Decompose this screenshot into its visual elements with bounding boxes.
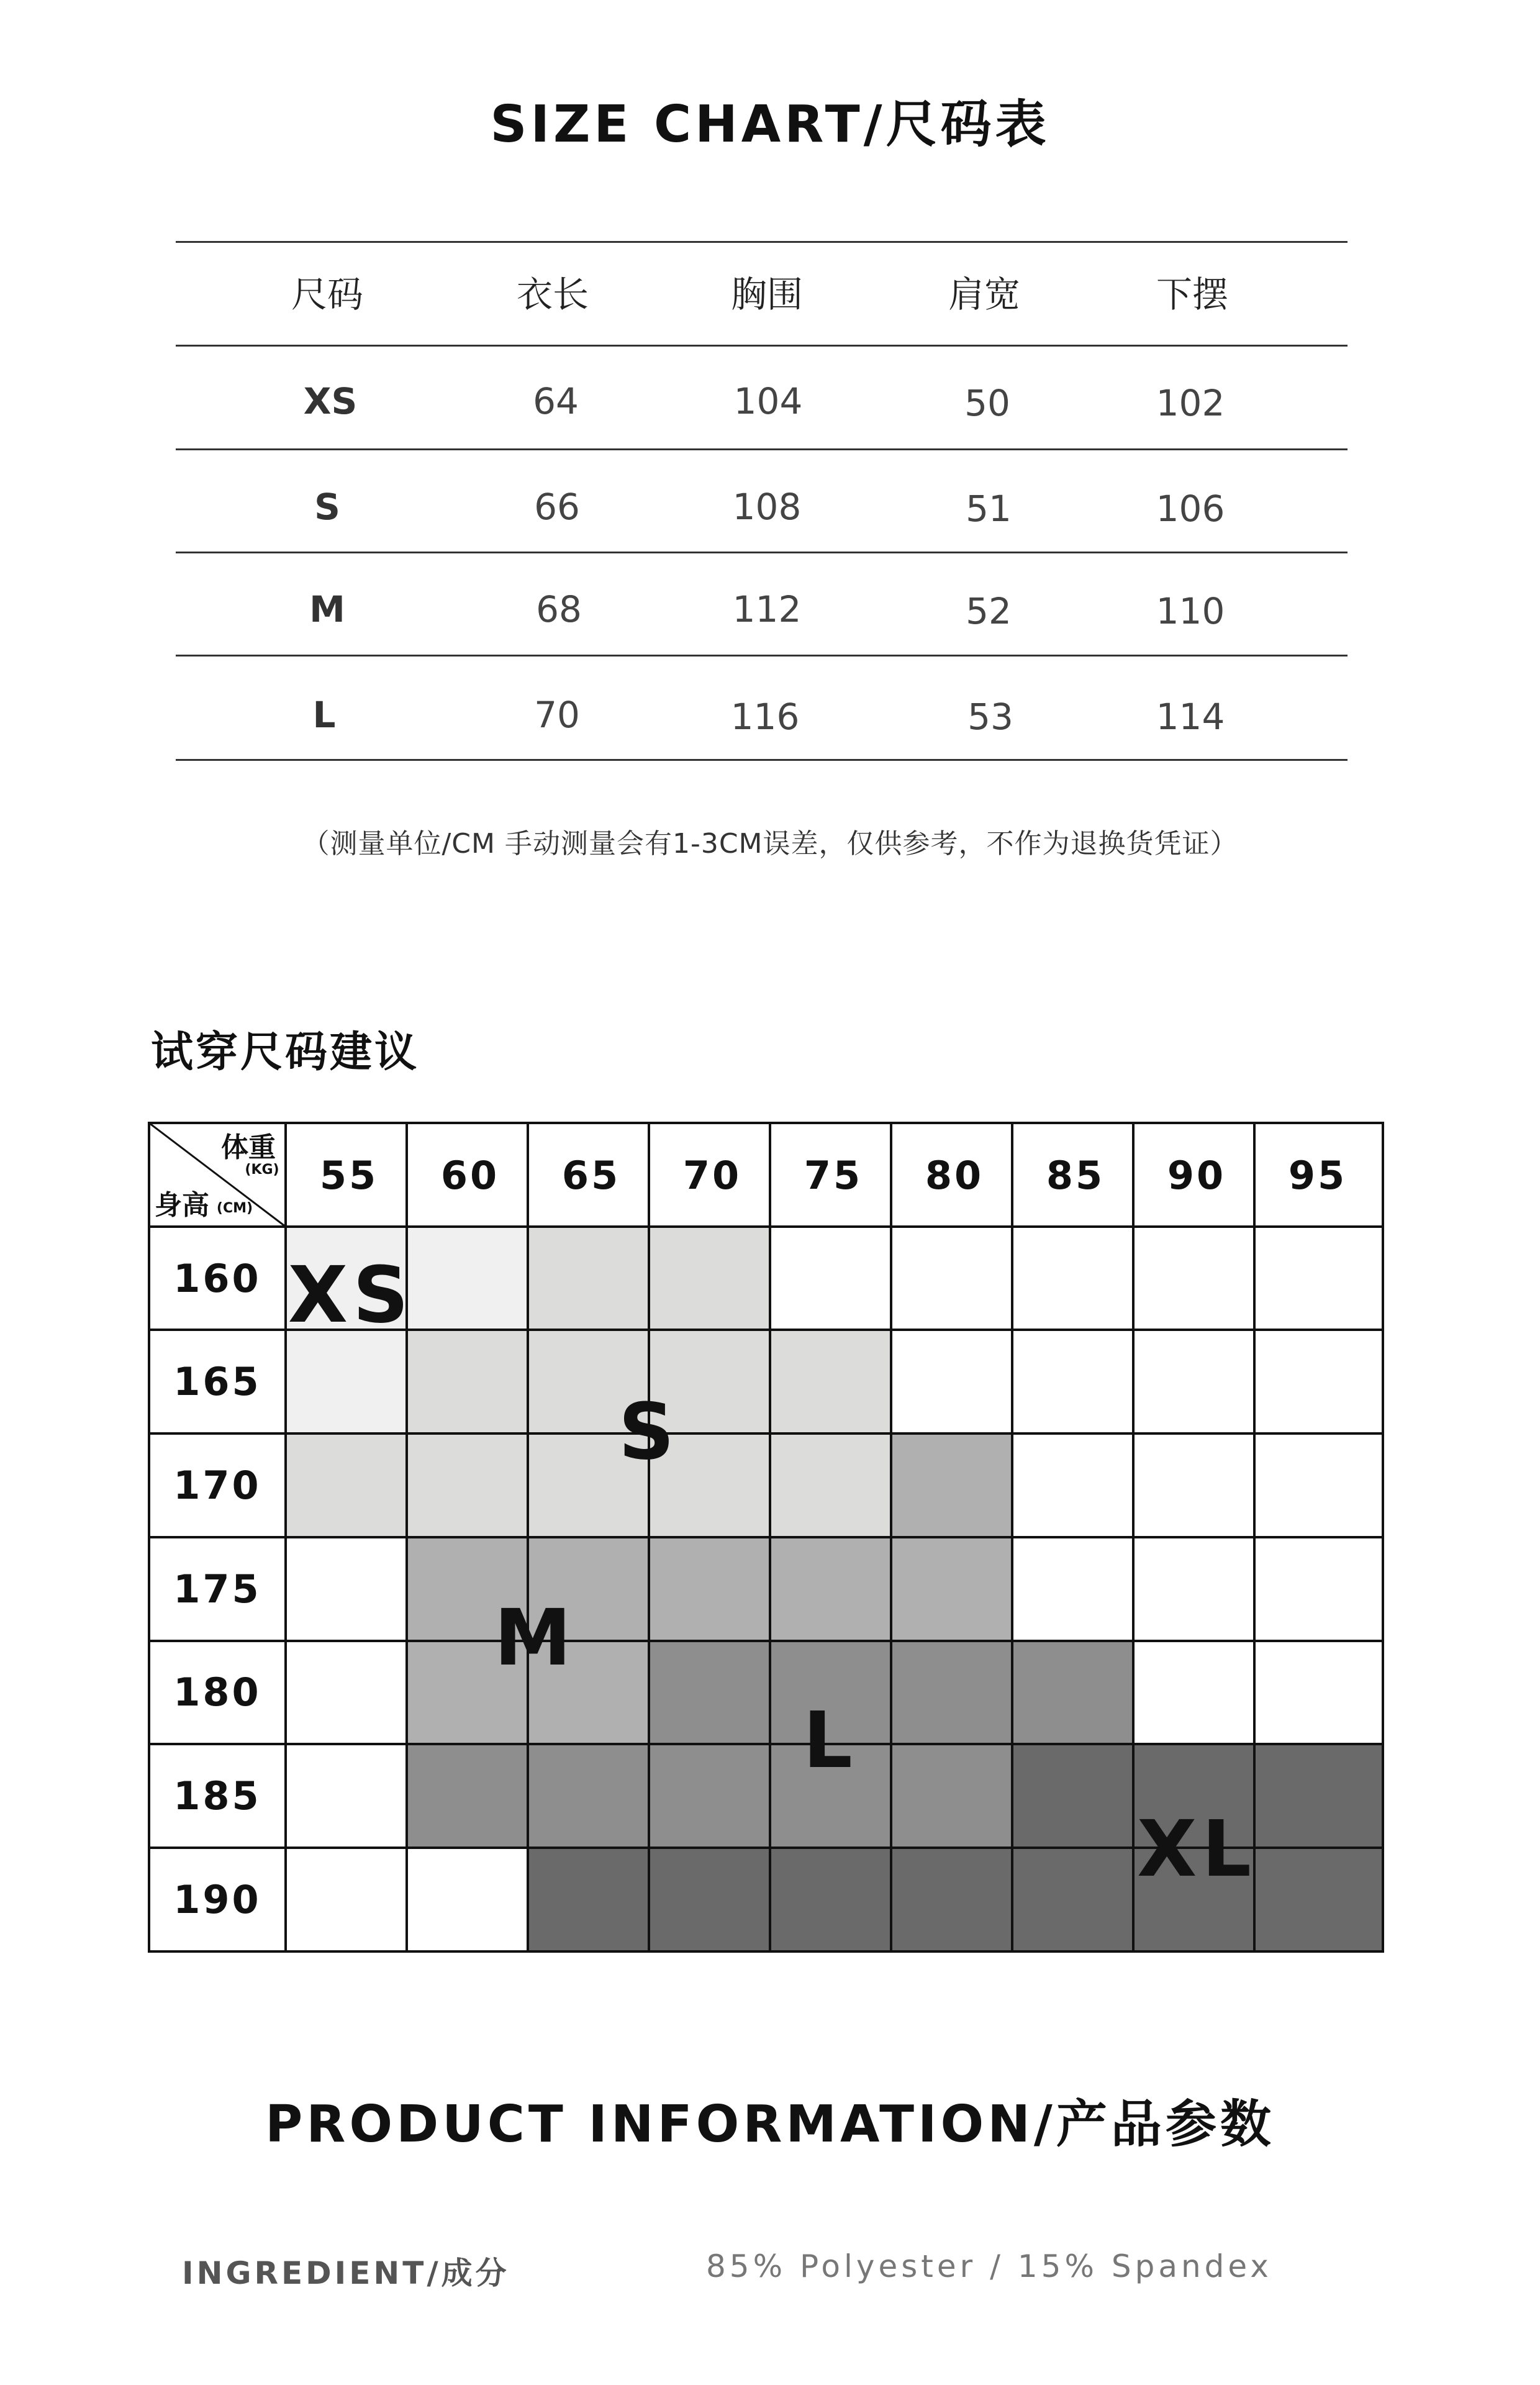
height-header: 175 [173,1566,261,1612]
shoulder-cell: 52 [966,590,1012,632]
chest-cell: 112 [732,588,802,630]
corner-height-unit: (CM) [216,1201,253,1216]
weight-header: 60 [440,1153,500,1198]
weight-header: 85 [1046,1153,1105,1198]
measurement-note: （测量单位/CM 手动测量会有1-3CM误差，仅供参考，不作为退换货凭证） [302,828,1238,860]
height-header: 170 [173,1463,261,1508]
weight-header: 95 [1288,1153,1348,1198]
size-chart-title: SIZE CHART/尺码表 [490,95,1050,154]
header-chest: 胸围 [730,273,803,316]
ingredient-value: 85% Polyester / 15% Spandex [706,2248,1272,2284]
weight-header: 90 [1167,1153,1226,1198]
chest-cell: 116 [730,696,800,738]
header-shoulder: 肩宽 [948,273,1020,316]
hem-cell: 106 [1156,488,1225,530]
length-cell: 66 [534,486,580,528]
header-size: 尺码 [291,273,363,316]
shoulder-cell: 50 [964,382,1010,424]
corner-weight-unit: (KG) [245,1162,279,1178]
zone-label-m: M [494,1593,577,1683]
row-size-cell: XS [303,380,358,422]
product-info-title: PRODUCT INFORMATION/产品参数 [265,2095,1275,2154]
weight-header: 70 [682,1153,742,1198]
header-length: 衣长 [516,273,589,316]
shoulder-cell: 53 [967,696,1013,738]
weight-header: 80 [925,1153,984,1198]
height-header: 190 [173,1877,261,1922]
hem-cell: 102 [1156,382,1225,424]
row-size-cell: S [314,486,340,528]
header-hem: 下摆 [1156,273,1228,316]
row-size-cell: L [312,694,336,736]
zone-label-xl: XL [1136,1804,1257,1894]
height-header: 185 [173,1773,261,1819]
length-cell: 68 [536,588,582,630]
zone-label-xs: XS [288,1250,414,1340]
height-header: 160 [173,1256,261,1301]
shoulder-cell: 51 [966,488,1012,530]
corner-weight-label: 体重 [221,1132,276,1163]
zone-label-l: L [803,1696,858,1786]
weight-header: 55 [319,1153,379,1198]
zone-label-s: S [618,1387,680,1477]
weight-header: 75 [804,1153,863,1198]
height-header: 165 [173,1359,261,1404]
row-size-cell: M [309,588,345,630]
length-cell: 70 [534,694,580,736]
height-header: 180 [173,1670,261,1715]
fit-guide-title: 试穿尺码建议 [151,1028,420,1077]
corner-height-label: 身高 [155,1189,209,1221]
hem-cell: 110 [1156,590,1225,632]
chest-cell: 104 [733,380,803,422]
hem-cell: 114 [1156,696,1225,738]
ingredient-label: INGREDIENT/成分 [182,2255,510,2291]
chest-cell: 108 [732,486,802,528]
length-cell: 64 [533,380,579,422]
weight-header: 65 [561,1153,621,1198]
